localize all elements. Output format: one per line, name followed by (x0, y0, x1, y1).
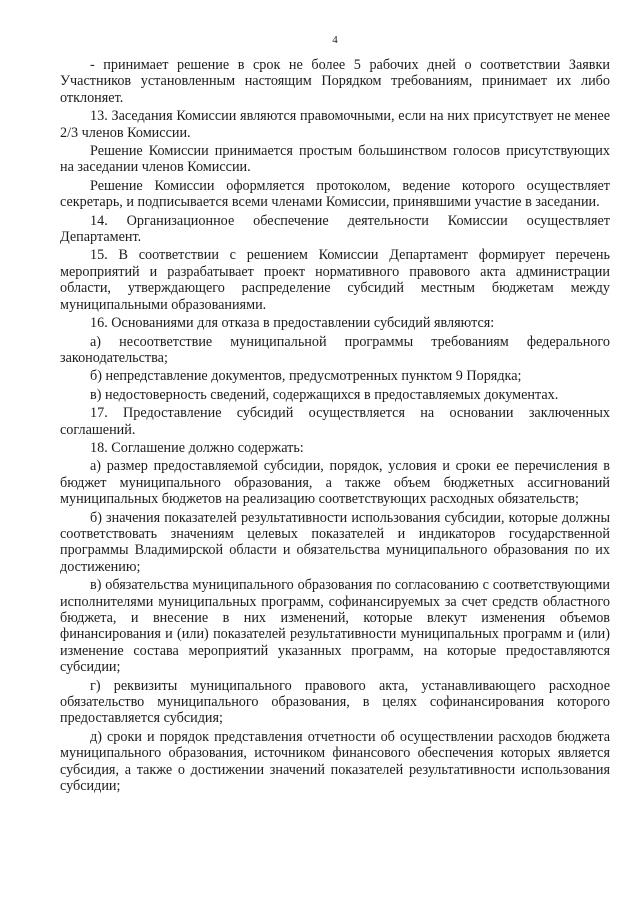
paragraph-14: 14. Организационное обеспечение деятельности Комиссии осуществляет Департамент. (60, 212, 610, 246)
paragraph-18-a: а) размер предоставляемой субсидии, порядок, условия и сроки ее перечисления в бюджет муниципального образования, а также объем бюджетных ассигнований муниципальных бюджетов на реализацию соответствующих расходных обязательств; (60, 458, 610, 508)
paragraph-15: 15. В соответствии с решением Комиссии Департамент формирует перечень мероприятий и разрабатывает проект нормативного правового акта администрации области, утверждающего распределение субсидий местным бюджетам между муниципальными образованиями. (60, 247, 610, 313)
paragraph-13-protocol: Решение Комиссии оформляется протоколом, ведение которого осуществляет секретарь, и подписывается всеми членами Комиссии, принявшими участие в заседании. (60, 177, 610, 211)
paragraph-13-majority: Решение Комиссии принимается простым большинством голосов присутствующих на заседании членов Комиссии. (60, 143, 610, 176)
paragraph-18-d: д) сроки и порядок представления отчетности об осуществлении расходов бюджета муниципального образования, источником финансового обеспечения которых является субсидия, а также о достижении значений показателей результативности использования субсидии; (60, 728, 610, 795)
paragraph-18-g: г) реквизиты муниципального правового акта, устанавливающего расходное обязательство муниципального образования, в целях софинансирования которого предоставляется субсидия; (60, 677, 610, 727)
paragraph-16-a: а) несоответствие муниципальной программы требованиям федерального законодательства; (60, 333, 610, 366)
paragraph-18-v: в) обязательства муниципального образования по согласованию с соответствующими исполнителями муниципальных программ, софинансируемых за счет средств областного бюджета, и внесение в них изменений, которые влекут изменения объемов финансирования и (или) показателей результативности муниципальных программ и (или) изменение состава мероприятий указанных программ, на которые предоставляются субсидии; (60, 577, 610, 676)
paragraph-decision: - принимает решение в срок не более 5 рабочих дней о соответствии Заявки Участников установленным настоящим Порядком требованиям, принимает их либо отклоняет. (60, 57, 610, 106)
paragraph-18-b: б) значения показателей результативности использования субсидии, которые должны соответствовать значениям целевых показателей и индикаторов государственной программы Владимирской области и обязательства муниципального образования по их достижению; (60, 509, 610, 575)
paragraph-16: 16. Основаниями для отказа в предоставлении субсидий являются: (90, 315, 495, 332)
paragraph-17: 17. Предоставление субсидий осуществляется на основании заключенных соглашений. (60, 405, 610, 438)
paragraph-13: 13. Заседания Комиссии являются правомочными, если на них присутствует не менее 2/3 членов Комиссии. (60, 108, 610, 141)
page-number: 4 (332, 34, 338, 46)
paragraph-16-v: в) недостоверность сведений, содержащихся в предоставляемых документах. (90, 386, 559, 403)
paragraph-16-b: б) непредставление документов, предусмотренных пунктом 9 Порядка; (90, 368, 522, 385)
paragraph-18: 18. Соглашение должно содержать: (90, 439, 304, 456)
